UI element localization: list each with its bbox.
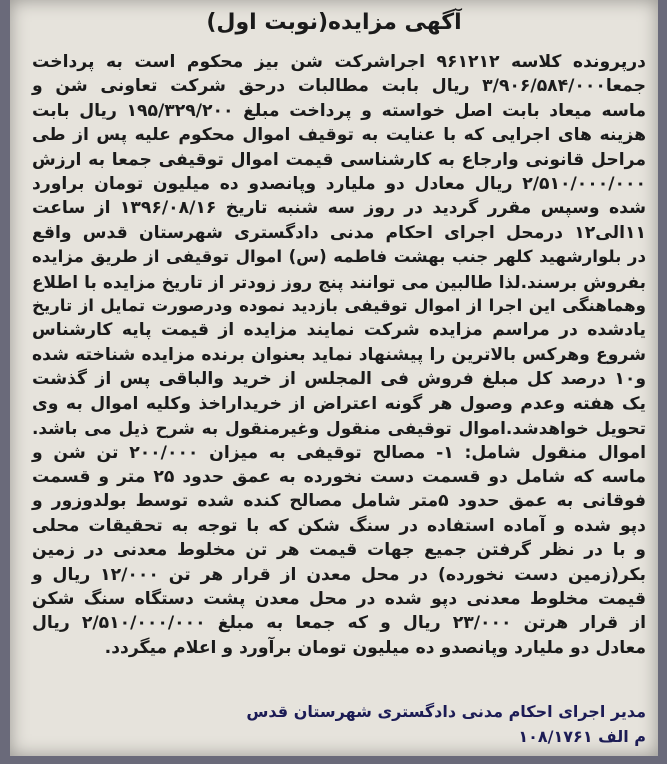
notice-line: ماسه میعاد بابت اصل خواسته و پرداخت مبلغ ۱۹۵/۳۲۹/۲۰۰ ریال بابت <box>32 100 646 121</box>
notice-line: ماسه که شامل دو قسمت دست نخورده به عمق حدود ۲۵ متر و قسمت <box>32 466 646 487</box>
notice-line: از قرار هرتن ۲۳/۰۰۰ ریال و که جمعا به مبلغ ۲/۵۱۰/۰۰۰/۰۰۰ ریال <box>32 613 647 634</box>
notice-body <box>32 50 646 660</box>
notice-line: فوقانی به عمق حدود ۵متر شامل مصالح کنده شده توسط بولدوزور و <box>32 491 646 512</box>
notice-line: و با در نظر گرفتن جمیع جهات قیمت هر تن مخلوط معدنی در زمین <box>32 540 646 561</box>
notice-line: ۱۱الی۱۲ درمحل اجرای احکام مدنی دادگستری شهرستان قدس واقع <box>32 222 646 243</box>
notice-line: ۲/۵۱۰/۰۰۰/۰۰۰ ریال معادل دو ملیارد وپانصدو ده میلیون تومان براورد <box>32 174 646 195</box>
notice-signature: مدیر اجرای احکام مدنی دادگستری شهرستان قدس <box>246 702 646 721</box>
notice-line: بکر(زمین دست نخورده) در محل معدن از قرار هر تن ۱۲/۰۰۰ ریال و <box>32 564 646 585</box>
notice-line: یک هفته وعدم وصول هر گونه اعتراض از خریداراخذ وکلیه اموال به وی <box>32 393 646 414</box>
notice-line: یادشده در مراسم مزایده شرکت نمایند مزایده از قیمت پایه کارشناس <box>32 320 646 341</box>
notice-line: دپو شده و آماده استفاده در سنگ شکن که با توجه به تحقیقات محلی <box>32 515 646 536</box>
notice-line: بفروش برسند.لذا طالبین می توانند پنج روز زودتر از تاریخ مزایده با اطلاع <box>32 271 646 292</box>
notice-line: اموال منقول شامل: ۱- مصالح توقیفی به میزان ۲۰۰/۰۰۰ تن شن و <box>32 442 646 463</box>
notice-reference: م الف ۱۰۸/۱۷۶۱ <box>518 727 646 746</box>
notice-line: درپرونده کلاسه ۹۶۱۲۱۲ اجراشرکت شن بیز محکوم است به پرداخت <box>32 52 646 72</box>
notice-line: شده وسپس مقرر گردید در روز سه شنبه تاریخ ۱۳۹۶/۰۸/۱۶ از ساعت <box>32 198 646 219</box>
notice-line: شروع وهرکس بالاترین را پیشنهاد نماید بعنوان برنده مزایده شناخته شده <box>32 344 646 365</box>
newspaper-clipping <box>10 0 658 756</box>
notice-line: قیمت مخلوط معدنی دپو شده در محل معدن پشت دستگاه سنگ شکن <box>32 588 646 609</box>
notice-line: هزینه های اجرایی که با عنایت به توقیف اموال محکوم علیه پس از طی <box>32 125 646 146</box>
notice-line: در بلوارشهید کلهر جنب بهشت فاطمه (س) اموال توقیفی از طریق مزایده <box>32 247 646 267</box>
notice-line: تحویل خواهدشد.اموال توقیفی منقول وغیرمنقول به شرح ذیل می باشد. <box>32 418 646 439</box>
notice-title: آگهی مزایده(نوبت اول) <box>206 10 462 35</box>
notice-line: مراحل قانونی وارجاع به کارشناسی قیمت اموال توقیفی جمعا به ارزش <box>32 149 646 170</box>
notice-line: جمعا۳/۹۰۶/۵۸۴/۰۰۰ ریال بابت مطالبات درحق شرکت تعاونی شن و <box>32 76 646 97</box>
notice-line: معادل دو ملیارد وپانصدو ده میلیون تومان برآورد و اعلام میگردد. <box>104 637 646 658</box>
notice-line: وهماهنگی این اجرا از اموال توقیفی بازدید نموده ودرصورت تمایل از تاریخ <box>32 296 646 316</box>
notice-line: و۱۰ درصد کل مبلغ فروش فی المجلس از خرید والباقی پس از گذشت <box>32 369 646 390</box>
